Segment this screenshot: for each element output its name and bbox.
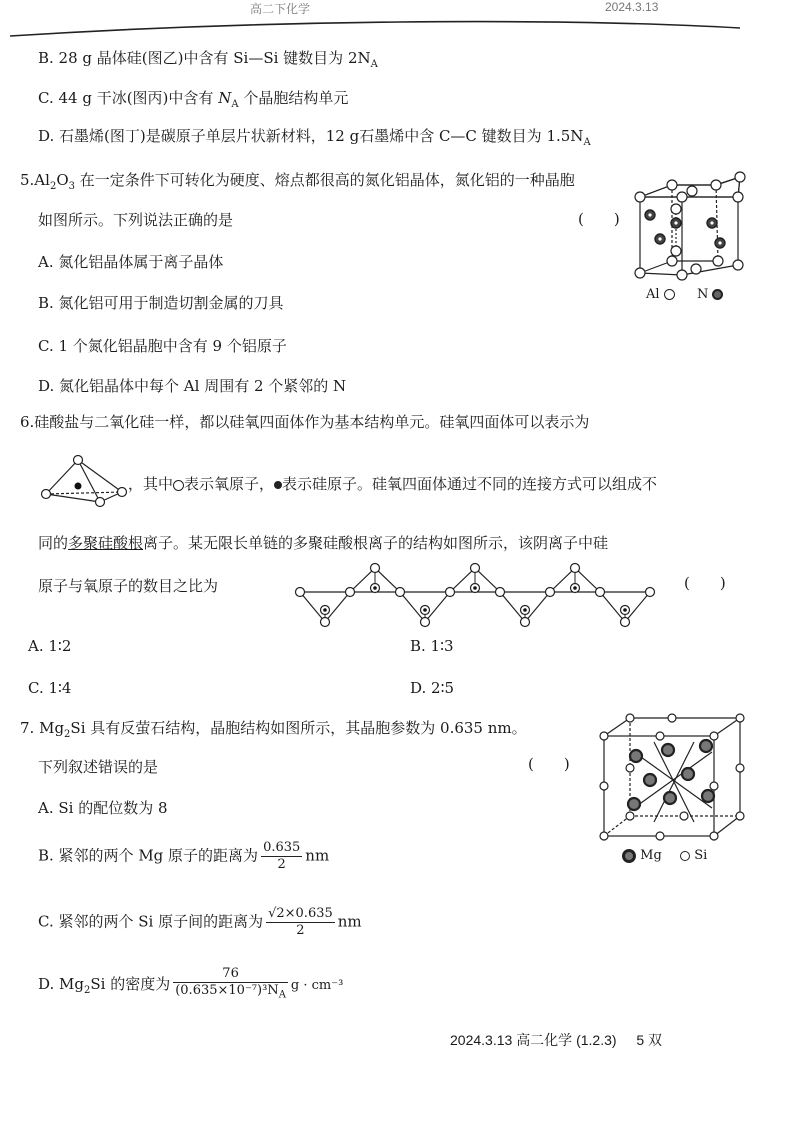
bridging-oxygen-atom: [446, 588, 455, 597]
oxygen-icon: [173, 480, 184, 491]
oxygen-atom: [421, 618, 430, 627]
q5-option-a: A. 氮化铝晶体属于离子晶体: [38, 253, 224, 271]
oxygen-atom: [621, 618, 630, 627]
tetrahedron-figure: [40, 452, 130, 508]
legend-mg-label: Mg: [640, 848, 662, 863]
bridging-oxygen-atom: [546, 588, 555, 597]
q7-option-d-fraction: $\frac{76}{(0.635\times 10^{-7})^3N_A}$: [175, 966, 286, 1001]
q7-stem-line2: 下列叙述错误的是: [38, 758, 159, 776]
silicon-atom: [323, 608, 327, 612]
silicon-atom: [373, 586, 377, 590]
q7-option-b: B. 紧邻的两个 Mg 原子的距离为 $\frac{0.635}{2}$ nm: [38, 840, 330, 872]
q4-option-d: D. 石墨烯(图丁)是碳原子单层片状新材料，12 g石墨烯中含 C—C 键数目为 $1.5N_A$: [38, 127, 591, 148]
q7-option-c-fraction: $\frac{√2\times 0.635}{2}$: [268, 906, 333, 938]
oxygen-atom: [471, 564, 480, 573]
footer-page: 5 双: [636, 1032, 663, 1048]
aln-unit-cell-figure: [630, 165, 750, 290]
aln-legend: [646, 287, 723, 302]
bridging-oxygen-atom: [646, 588, 655, 597]
legend-mg-icon: [622, 849, 636, 863]
q6-option-b: B. 1∶3: [410, 637, 454, 655]
legend-al-label: Al: [646, 287, 660, 302]
q7-answer-paren[interactable]: ( ): [528, 755, 570, 773]
legend-n-icon: [712, 289, 723, 300]
q4-option-b: B. 28 g 晶体硅(图乙)中含有 Si—Si 键数目为 $2N_A$: [38, 49, 378, 70]
footer-course: 高二化学: [516, 1032, 573, 1048]
q5-stem: $5.Al_2O_3$ 在一定条件下可转化为硬度、熔点都很高的氮化铝晶体，氮化铝的一种晶胞: [20, 171, 575, 192]
mg2si-legend: [622, 848, 707, 863]
legend-al-icon: [664, 289, 675, 300]
q7-option-b-fraction: $\frac{0.635}{2}$: [263, 840, 301, 872]
oxygen-atom: [371, 564, 380, 573]
q5-option-b: B. 氮化铝可用于制造切割金属的刀具: [38, 294, 284, 312]
q7-option-a: A. Si 的配位数为 8: [38, 799, 168, 817]
q6-option-d: D. 2∶5: [410, 679, 455, 697]
footer-date: 2024.3.13: [450, 1032, 513, 1048]
q6-line2: ，其中 表示氧原子， 表示硅原子。硅氧四面体通过不同的连接方式可以组成不: [128, 475, 658, 493]
header-left-text: 高二下化学: [250, 2, 311, 16]
silicon-atom: [623, 608, 627, 612]
silicon-atom: [423, 608, 427, 612]
silicate-chain-figure: [292, 560, 672, 630]
mg2si-unit-cell-figure: [594, 712, 754, 842]
legend-n-label: N: [696, 287, 709, 302]
bridging-oxygen-atom: [346, 588, 355, 597]
q6-line4: 原子与氧原子的数目之比为: [38, 577, 219, 595]
q7-option-c: C. 紧邻的两个 Si 原子间的距离为 $\frac{√2\times 0.635}{2}$ nm: [38, 906, 362, 938]
footer-code: (1.2.3): [576, 1032, 617, 1048]
silicon-icon: [274, 481, 282, 489]
q4-option-c: C. 44 g 干冰(图丙)中含有 $N_A$ 个晶胞结构单元: [38, 89, 349, 110]
q5-stem-line2: 如图所示。下列说法正确的是: [38, 211, 234, 229]
bridging-oxygen-atom: [296, 588, 305, 597]
silicon-atom: [523, 608, 527, 612]
silicon-atom: [573, 586, 577, 590]
q6-stem: 6.硅酸盐与二氧化硅一样，都以硅氧四面体作为基本结构单元。硅氧四面体可以表示为: [20, 413, 590, 431]
q5-option-c: C. 1 个氮化铝晶胞中含有 9 个铝原子: [38, 337, 287, 355]
page-footer: [450, 1030, 662, 1050]
q6-answer-paren[interactable]: ( ): [684, 574, 726, 592]
bridging-oxygen-atom: [596, 588, 605, 597]
header-right-text: 2024.3.13: [605, 0, 659, 14]
q7-stem: 7. $Mg_2Si$ 具有反萤石结构，晶胞结构如图所示，其晶胞参数为 0.635 nm。: [20, 719, 527, 740]
oxygen-atom: [521, 618, 530, 627]
legend-si-icon: [680, 851, 690, 861]
bridging-oxygen-atom: [496, 588, 505, 597]
oxygen-atom: [571, 564, 580, 573]
oxygen-atom: [321, 618, 330, 627]
bridging-oxygen-atom: [396, 588, 405, 597]
q5-answer-paren[interactable]: ( ): [578, 210, 620, 228]
silicon-atom: [473, 586, 477, 590]
q6-option-a: A. 1∶2: [28, 637, 72, 655]
legend-si-label: Si: [694, 848, 708, 863]
q6-option-c: C. 1∶4: [28, 679, 72, 697]
q6-line3: 同的多聚硅酸根离子。某无限长单链的多聚硅酸根离子的结构如图所示，该阴离子中硅: [38, 534, 609, 552]
q7-option-d: D. $Mg_2Si$ 的密度为 $\frac{76}{(0.635\times 10^{-7})^3N_A}$ g · cm⁻³: [38, 966, 343, 1004]
header-rule: [0, 0, 794, 40]
q5-option-d: D. 氮化铝晶体中每个 Al 周围有 2 个紧邻的 N: [38, 377, 347, 395]
